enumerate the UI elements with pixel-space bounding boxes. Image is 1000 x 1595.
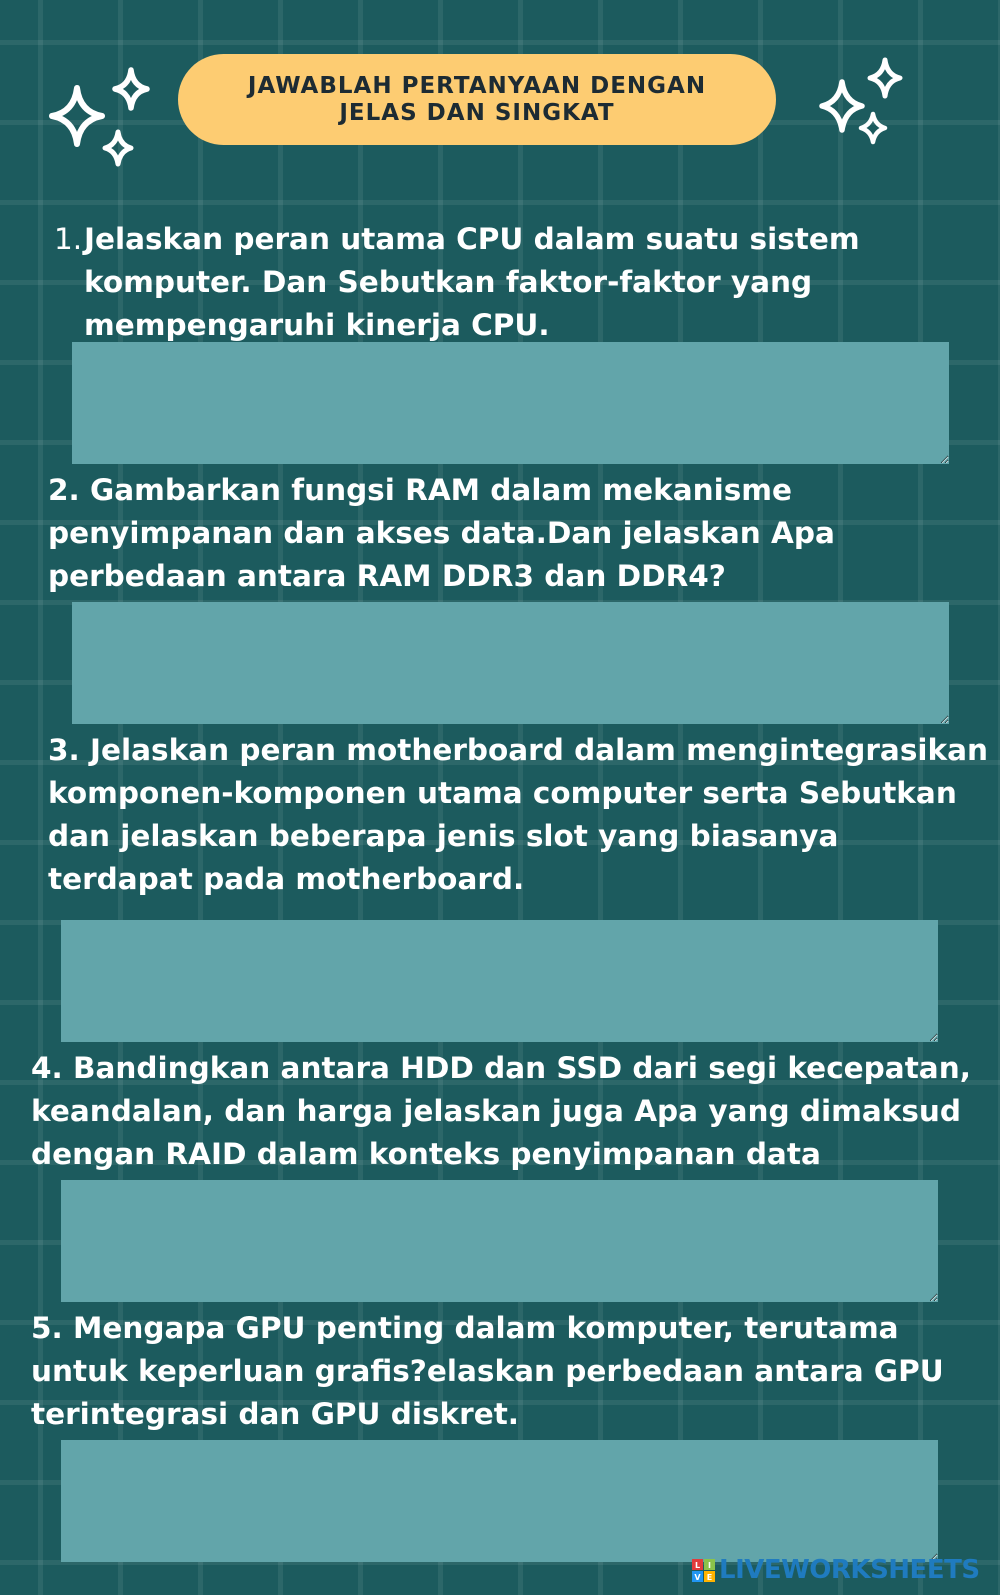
question-3: 3. Jelaskan peran motherboard dalam mengintegrasikan komponen-komponen utama computer serta Sebutkan dan jelaskan beberapa jenis slot yang biasanya terdapat pada motherboard. — [48, 733, 989, 896]
question-5: 5. Mengapa GPU penting dalam komputer, terutama untuk keperluan grafis?elaskan perbedaan antara GPU terintegrasi dan GPU diskret. — [31, 1311, 944, 1431]
svg-text:L: L — [694, 1560, 701, 1570]
answer-box-1[interactable] — [72, 342, 949, 464]
sparkles-left-icon — [44, 66, 154, 172]
question-4: 4. Bandingkan antara HDD dan SSD dari segi kecepatan, keandalan, dan harga jelaskan juga Apa yang dimaksud dengan RAID dalam konteks penyimpanan data — [31, 1051, 971, 1171]
answer-box-3[interactable] — [61, 920, 938, 1042]
question-1 — [54, 218, 996, 347]
sparkles-right-icon — [816, 56, 912, 152]
liveworksheets-brand[interactable] — [692, 1553, 980, 1587]
liveworksheets-brand-text: LIVEWORKSHEETS — [719, 1555, 980, 1585]
question-1-text: Jelaskan peran utama CPU dalam suatu sistem komputer. Dan Sebutkan faktor-faktor yang mempengaruhi kinerja CPU. — [84, 222, 860, 342]
title-banner — [178, 54, 776, 145]
answer-box-2[interactable] — [72, 602, 949, 724]
question-2: 2. Gambarkan fungsi RAM dalam mekanisme penyimpanan dan akses data.Dan jelaskan Apa perbedaan antara RAM DDR3 dan DDR4? — [48, 473, 835, 593]
answer-box-4[interactable] — [61, 1180, 938, 1302]
page-title: JAWABLAH PERTANYAAN DENGAN JELAS DAN SINGKAT — [247, 72, 707, 126]
svg-text:V: V — [694, 1572, 701, 1582]
svg-text:E: E — [706, 1572, 713, 1582]
svg-text:I: I — [708, 1560, 711, 1570]
liveworksheets-logo-icon — [692, 1559, 715, 1582]
answer-box-5[interactable] — [61, 1440, 938, 1562]
question-1-number: 1. — [54, 222, 83, 256]
